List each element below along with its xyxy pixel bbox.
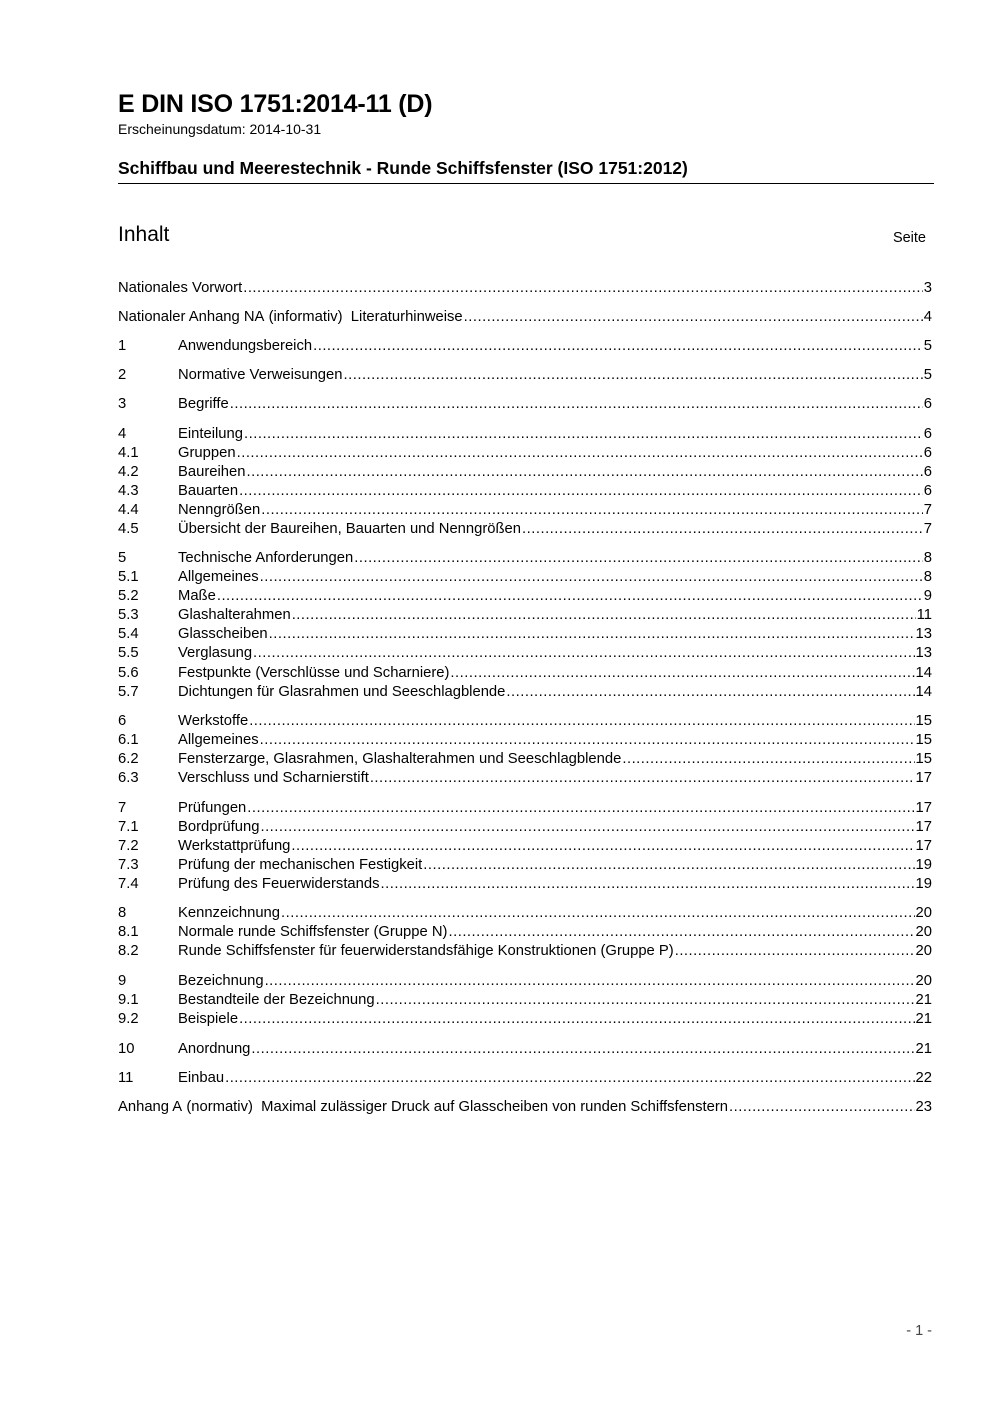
toc-entry-page: 4 (923, 309, 932, 325)
toc-entry[interactable] (118, 818, 932, 837)
toc-entry-number: 4.3 (118, 483, 139, 499)
toc-dot-leader (260, 731, 915, 750)
toc-entry-title: Bestandteile der Bezeichnung (178, 992, 375, 1008)
toc-entry-title: Bauarten (178, 483, 239, 499)
toc-entry-title: Anwendungsbereich (178, 338, 313, 354)
toc-entry-title: Festpunkte (Verschlüsse und Scharniere) (178, 665, 450, 681)
toc-dot-leader (291, 837, 914, 856)
toc-entry[interactable] (118, 1098, 932, 1117)
toc-entry-title: Nationaler Anhang NA (118, 309, 265, 325)
toc-entry[interactable] (118, 664, 932, 683)
toc-entry-page: 13 (915, 645, 932, 661)
toc-entry-number: 5.2 (118, 588, 139, 604)
toc-entry[interactable] (118, 482, 932, 501)
toc-entry-page: 15 (915, 732, 932, 748)
toc-entry[interactable] (118, 549, 932, 568)
toc-entry-number: 6.3 (118, 770, 139, 786)
toc-dot-leader (265, 972, 915, 991)
toc-entry-number: 7 (118, 800, 127, 816)
toc-dot-leader (237, 444, 923, 463)
toc-entry-page: 20 (915, 905, 932, 921)
toc-entry-page: 11 (916, 607, 932, 623)
toc-entry-number: 8.1 (118, 924, 139, 940)
toc-dot-leader (243, 279, 923, 298)
toc-entry-title: Einbau (178, 1070, 225, 1086)
toc-dot-leader (251, 1040, 914, 1059)
toc-entry-number: 5.7 (118, 684, 139, 700)
toc-entry-title: Beispiele (178, 1011, 239, 1027)
toc-entry[interactable] (118, 991, 932, 1010)
toc-dot-leader (244, 425, 923, 444)
toc-entry-page: 23 (915, 1099, 932, 1115)
toc-entry-page: 21 (915, 1041, 932, 1057)
toc-entry-number: 4.2 (118, 464, 139, 480)
toc-entry-annex-title: Maximal zulässiger Druck auf Glasscheiben von runden Schiffsfenstern (261, 1099, 729, 1115)
toc-entry[interactable] (118, 1040, 932, 1059)
toc-entry-number: 6.1 (118, 732, 139, 748)
toc-entry-title: Prüfung des Feuerwiderstands (178, 876, 380, 892)
toc-entry-page: 14 (915, 665, 932, 681)
toc-entry[interactable] (118, 904, 932, 923)
toc-entry[interactable] (118, 769, 932, 788)
toc-entry-page: 9 (923, 588, 932, 604)
toc-page-column-label: Seite (892, 230, 926, 246)
toc-dot-leader (246, 463, 922, 482)
toc-entry-page: 20 (915, 924, 932, 940)
toc-entry-title: Technische Anforderungen (178, 550, 354, 566)
toc-entry-page: 20 (915, 943, 932, 959)
toc-entry[interactable] (118, 683, 932, 702)
toc-dot-leader (729, 1098, 915, 1117)
toc-dot-leader (381, 875, 915, 894)
toc-entry-annex-type: (informativ) (268, 309, 343, 325)
toc-entry[interactable] (118, 606, 932, 625)
toc-entry-page: 8 (923, 550, 932, 566)
toc-entry[interactable] (118, 520, 932, 539)
toc-entry-page: 7 (923, 521, 932, 537)
toc-entry-title: Gruppen (178, 445, 236, 461)
toc-entry-number: 4.5 (118, 521, 139, 537)
toc-entry[interactable] (118, 875, 932, 894)
toc-entry-title: Baureihen (178, 464, 246, 480)
toc-dot-leader (230, 395, 923, 414)
toc-entry[interactable] (118, 625, 932, 644)
toc-entry-page: 8 (923, 569, 932, 585)
toc-dot-leader (506, 683, 914, 702)
toc-entry-title: Fensterzarge, Glasrahmen, Glashalterahmen und Seeschlagblende (178, 751, 622, 767)
toc-entry[interactable] (118, 395, 932, 414)
toc-entry-number: 7.3 (118, 857, 139, 873)
toc-entry-annex-title: Literaturhinweise (350, 309, 463, 325)
toc-entry-page: 15 (915, 713, 932, 729)
toc-dot-leader (370, 769, 915, 788)
toc-entry-title: Begriffe (178, 396, 229, 412)
toc-entry-number: 7.2 (118, 838, 139, 854)
table-of-contents (118, 0, 932, 1403)
document-subtitle: Schiffbau und Meerestechnik - Runde Schiffsfenster (ISO 1751:2012) (118, 158, 688, 178)
toc-dot-leader (249, 712, 914, 731)
toc-entry-number: 8 (118, 905, 127, 921)
toc-entry-title: Glashalterahmen (178, 607, 291, 623)
toc-entry-number: 5.6 (118, 665, 139, 681)
toc-entry-number: 5.4 (118, 626, 139, 642)
toc-entry-title: Werkstoffe (178, 713, 249, 729)
toc-dot-leader (260, 568, 923, 587)
toc-dot-leader (675, 942, 915, 961)
toc-entry[interactable] (118, 308, 932, 327)
toc-entry-page: 3 (923, 280, 932, 296)
toc-entry-title: Normative Verweisungen (178, 367, 343, 383)
toc-entry-number: 5.1 (118, 569, 139, 585)
toc-entry[interactable] (118, 731, 932, 750)
toc-entry-title: Allgemeines (178, 569, 259, 585)
toc-entry[interactable] (118, 942, 932, 961)
toc-entry-title: Übersicht der Baureihen, Bauarten und Nenngrößen (178, 521, 522, 537)
toc-entry-title: Bordprüfung (178, 819, 260, 835)
toc-entry-page: 5 (923, 338, 932, 354)
toc-heading: Inhalt (118, 223, 170, 246)
toc-entry-title: Runde Schiffsfenster für feuerwiderstandsfähige Konstruktionen (Gruppe P) (178, 943, 674, 959)
toc-entry[interactable] (118, 587, 932, 606)
toc-dot-leader (239, 1010, 914, 1029)
toc-entry-title: Prüfung der mechanischen Festigkeit (178, 857, 423, 873)
toc-entry-page: 15 (915, 751, 932, 767)
toc-entry-page: 13 (915, 626, 932, 642)
toc-dot-leader (253, 644, 914, 663)
toc-entry-page: 22 (915, 1070, 932, 1086)
toc-entry-number: 6 (118, 713, 127, 729)
toc-entry-number: 5.3 (118, 607, 139, 623)
toc-entry-page: 6 (923, 426, 932, 442)
toc-entry-page: 6 (923, 464, 932, 480)
toc-entry[interactable] (118, 1069, 932, 1088)
toc-entry-number: 4.1 (118, 445, 139, 461)
toc-entry-number: 5.5 (118, 645, 139, 661)
toc-entry-number: 6.2 (118, 751, 139, 767)
toc-entry[interactable] (118, 568, 932, 587)
toc-entry[interactable] (118, 750, 932, 769)
toc-dot-leader (281, 904, 915, 923)
page-number: - 1 - (906, 1323, 932, 1339)
toc-entry-title: Dichtungen für Glasrahmen und Seeschlagblende (178, 684, 506, 700)
toc-dot-leader (423, 856, 914, 875)
toc-entry-title: Verschluss und Scharnierstift (178, 770, 369, 786)
toc-entry-number: 9.1 (118, 992, 139, 1008)
toc-entry[interactable] (118, 501, 932, 520)
toc-entry-title: Verglasung (178, 645, 253, 661)
toc-entry-title: Bezeichnung (178, 973, 264, 989)
toc-entry[interactable] (118, 279, 932, 298)
toc-entry-page: 7 (923, 502, 932, 518)
toc-dot-leader (261, 501, 923, 520)
toc-entry[interactable] (118, 923, 932, 942)
toc-entry-page: 17 (915, 770, 932, 786)
publication-date: Erscheinungsdatum: 2014-10-31 (118, 121, 322, 137)
toc-entry-title: Einteilung (178, 426, 243, 442)
document-id: E DIN ISO 1751:2014-11 (D) (118, 90, 433, 118)
toc-entry-number: 5 (118, 550, 127, 566)
toc-entry-number: 2 (118, 367, 127, 383)
toc-entry-page: 14 (915, 684, 932, 700)
toc-entry-page: 17 (915, 819, 932, 835)
toc-entry-title: Anhang A (118, 1099, 183, 1115)
toc-entry[interactable] (118, 337, 932, 356)
toc-entry-number: 1 (118, 338, 127, 354)
toc-entry-page: 5 (923, 367, 932, 383)
toc-entry-page: 20 (915, 973, 932, 989)
toc-entry-number: 7.4 (118, 876, 139, 892)
toc-entry-page: 17 (915, 838, 932, 854)
toc-entry[interactable] (118, 444, 932, 463)
toc-dot-leader (239, 482, 923, 501)
toc-entry-title: Normale runde Schiffsfenster (Gruppe N) (178, 924, 448, 940)
toc-entry-title: Maße (178, 588, 216, 604)
toc-entry-annex-type: (normativ) (186, 1099, 253, 1115)
toc-entry-title: Prüfungen (178, 800, 247, 816)
toc-entry-number: 9.2 (118, 1011, 139, 1027)
toc-dot-leader (450, 664, 914, 683)
toc-dot-leader (622, 750, 914, 769)
toc-entry[interactable] (118, 425, 932, 444)
toc-entry-number: 10 (118, 1041, 135, 1057)
toc-dot-leader (292, 606, 916, 625)
toc-entry-page: 21 (915, 1011, 932, 1027)
toc-entry-page: 6 (923, 396, 932, 412)
toc-entry-page: 6 (923, 483, 932, 499)
toc-entry-number: 3 (118, 396, 127, 412)
toc-entry[interactable] (118, 712, 932, 731)
toc-entry-number: 11 (118, 1070, 134, 1086)
toc-entry-number: 8.2 (118, 943, 139, 959)
toc-dot-leader (217, 587, 923, 606)
toc-entry-number: 9 (118, 973, 127, 989)
toc-dot-leader (522, 520, 923, 539)
toc-dot-leader (448, 923, 914, 942)
toc-dot-leader (269, 625, 915, 644)
toc-entry[interactable] (118, 463, 932, 482)
toc-dot-leader (247, 799, 914, 818)
toc-entry-title: Allgemeines (178, 732, 259, 748)
toc-dot-leader (260, 818, 914, 837)
toc-entry-number: 4.4 (118, 502, 139, 518)
toc-entry-number: 4 (118, 426, 127, 442)
toc-entry-title: Glasscheiben (178, 626, 268, 642)
toc-entry-title: Nenngrößen (178, 502, 261, 518)
toc-entry-page: 19 (915, 876, 932, 892)
toc-entry-page: 21 (915, 992, 932, 1008)
toc-dot-leader (376, 991, 915, 1010)
toc-entry-page: 6 (923, 445, 932, 461)
toc-entry[interactable] (118, 972, 932, 991)
toc-entry[interactable] (118, 856, 932, 875)
toc-entry-title: Nationales Vorwort (118, 280, 243, 296)
toc-dot-leader (464, 308, 923, 327)
toc-entry[interactable] (118, 1010, 932, 1029)
toc-entry-page: 17 (915, 800, 932, 816)
toc-entry-page: 19 (915, 857, 932, 873)
toc-entry-title: Anordnung (178, 1041, 251, 1057)
toc-entry[interactable] (118, 644, 932, 663)
toc-dot-leader (313, 337, 923, 356)
toc-dot-leader (225, 1069, 914, 1088)
toc-entry-title: Werkstattprüfung (178, 838, 291, 854)
toc-entry[interactable] (118, 366, 932, 385)
toc-entry[interactable] (118, 837, 932, 856)
toc-dot-leader (344, 366, 923, 385)
toc-entry[interactable] (118, 799, 932, 818)
toc-dot-leader (354, 549, 923, 568)
toc-entry-title: Kennzeichnung (178, 905, 281, 921)
toc-entry-number: 7.1 (118, 819, 139, 835)
